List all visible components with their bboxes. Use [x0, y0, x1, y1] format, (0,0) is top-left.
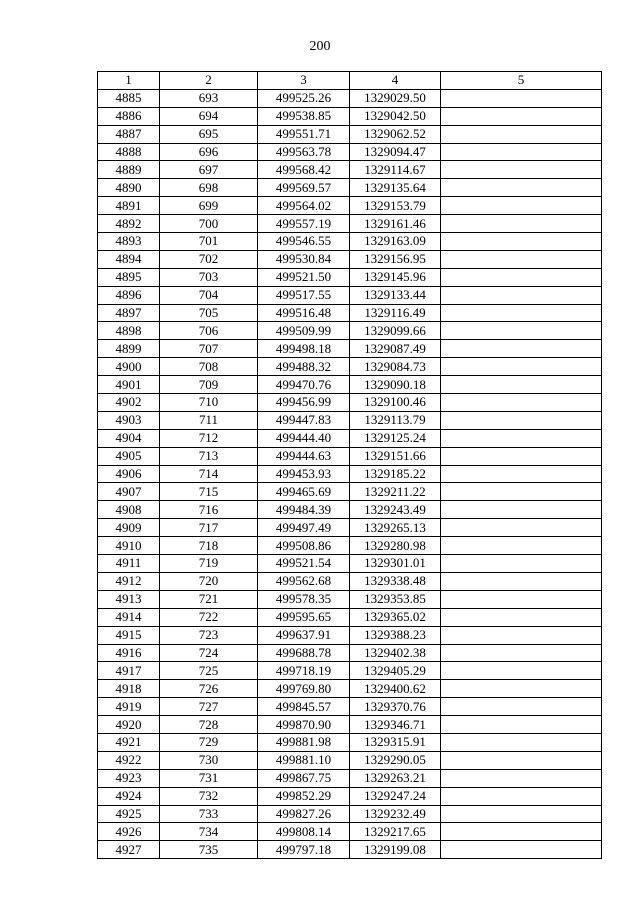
table-row: [98, 644, 602, 662]
table-row: [98, 769, 602, 787]
table-header: [98, 72, 602, 90]
y-coordinate-cell: 1329090.18: [350, 376, 441, 394]
point-number-cell: 4889: [98, 161, 160, 179]
table-row: [98, 680, 602, 698]
table-row: [98, 304, 602, 322]
y-coordinate-cell: 1329211.22: [350, 483, 441, 501]
x-coordinate-cell: 499637.91: [258, 626, 350, 644]
note-cell: [441, 233, 602, 251]
x-coordinate-cell: 499525.26: [258, 89, 350, 107]
note-cell: [441, 322, 602, 340]
index-cell: 735: [160, 841, 258, 859]
y-coordinate-cell: 1329199.08: [350, 841, 441, 859]
index-cell: 727: [160, 698, 258, 716]
point-number-cell: 4897: [98, 304, 160, 322]
note-cell: [441, 340, 602, 358]
index-cell: 720: [160, 572, 258, 590]
y-coordinate-cell: 1329301.01: [350, 555, 441, 573]
x-coordinate-cell: 499465.69: [258, 483, 350, 501]
point-number-cell: 4899: [98, 340, 160, 358]
index-cell: 718: [160, 537, 258, 555]
y-coordinate-cell: 1329405.29: [350, 662, 441, 680]
point-number-cell: 4913: [98, 590, 160, 608]
index-cell: 730: [160, 751, 258, 769]
note-cell: [441, 716, 602, 734]
table-row: [98, 233, 602, 251]
note-cell: [441, 215, 602, 233]
x-coordinate-cell: 499517.55: [258, 286, 350, 304]
table-row: [98, 429, 602, 447]
point-number-cell: 4907: [98, 483, 160, 501]
y-coordinate-cell: 1329232.49: [350, 805, 441, 823]
table-row: [98, 250, 602, 268]
x-coordinate-cell: 499497.49: [258, 519, 350, 537]
index-cell: 693: [160, 89, 258, 107]
y-coordinate-cell: 1329099.66: [350, 322, 441, 340]
point-number-cell: 4918: [98, 680, 160, 698]
index-cell: 695: [160, 125, 258, 143]
note-cell: [441, 376, 602, 394]
table-row: [98, 322, 602, 340]
column-header-3: 3: [258, 72, 350, 90]
index-cell: 703: [160, 268, 258, 286]
index-cell: 715: [160, 483, 258, 501]
x-coordinate-cell: 499563.78: [258, 143, 350, 161]
note-cell: [441, 465, 602, 483]
index-cell: 704: [160, 286, 258, 304]
note-cell: [441, 823, 602, 841]
note-cell: [441, 358, 602, 376]
y-coordinate-cell: 1329163.09: [350, 233, 441, 251]
table-row: [98, 716, 602, 734]
note-cell: [441, 447, 602, 465]
y-coordinate-cell: 1329353.85: [350, 590, 441, 608]
x-coordinate-cell: 499564.02: [258, 197, 350, 215]
table-row: [98, 590, 602, 608]
x-coordinate-cell: 499521.50: [258, 268, 350, 286]
table-row: [98, 376, 602, 394]
index-cell: 706: [160, 322, 258, 340]
point-number-cell: 4890: [98, 179, 160, 197]
index-cell: 694: [160, 107, 258, 125]
index-cell: 726: [160, 680, 258, 698]
point-number-cell: 4925: [98, 805, 160, 823]
point-number-cell: 4894: [98, 250, 160, 268]
point-number-cell: 4903: [98, 411, 160, 429]
index-cell: 708: [160, 358, 258, 376]
x-coordinate-cell: 499546.55: [258, 233, 350, 251]
note-cell: [441, 555, 602, 573]
x-coordinate-cell: 499569.57: [258, 179, 350, 197]
y-coordinate-cell: 1329062.52: [350, 125, 441, 143]
index-cell: 719: [160, 555, 258, 573]
point-number-cell: 4893: [98, 233, 160, 251]
table-row: [98, 465, 602, 483]
x-coordinate-cell: 499562.68: [258, 572, 350, 590]
coordinates-table: [97, 71, 602, 859]
y-coordinate-cell: 1329338.48: [350, 572, 441, 590]
note-cell: [441, 394, 602, 412]
y-coordinate-cell: 1329116.49: [350, 304, 441, 322]
column-header-1: 1: [98, 72, 160, 90]
note-cell: [441, 197, 602, 215]
table-row: [98, 197, 602, 215]
note-cell: [441, 250, 602, 268]
x-coordinate-cell: 499456.99: [258, 394, 350, 412]
y-coordinate-cell: 1329087.49: [350, 340, 441, 358]
page-number: 200: [309, 39, 331, 54]
x-coordinate-cell: 499688.78: [258, 644, 350, 662]
x-coordinate-cell: 499516.48: [258, 304, 350, 322]
y-coordinate-cell: 1329084.73: [350, 358, 441, 376]
note-cell: [441, 179, 602, 197]
point-number-cell: 4906: [98, 465, 160, 483]
index-cell: 709: [160, 376, 258, 394]
x-coordinate-cell: 499470.76: [258, 376, 350, 394]
x-coordinate-cell: 499530.84: [258, 250, 350, 268]
index-cell: 698: [160, 179, 258, 197]
point-number-cell: 4926: [98, 823, 160, 841]
table-row: [98, 751, 602, 769]
point-number-cell: 4909: [98, 519, 160, 537]
table-row: [98, 107, 602, 125]
point-number-cell: 4917: [98, 662, 160, 680]
point-number-cell: 4910: [98, 537, 160, 555]
y-coordinate-cell: 1329402.38: [350, 644, 441, 662]
table-row: [98, 447, 602, 465]
y-coordinate-cell: 1329114.67: [350, 161, 441, 179]
table-row: [98, 286, 602, 304]
table-row: [98, 179, 602, 197]
index-cell: 729: [160, 733, 258, 751]
note-cell: [441, 304, 602, 322]
index-cell: 732: [160, 787, 258, 805]
table-row: [98, 519, 602, 537]
x-coordinate-cell: 499867.75: [258, 769, 350, 787]
x-coordinate-cell: 499568.42: [258, 161, 350, 179]
y-coordinate-cell: 1329365.02: [350, 608, 441, 626]
point-number-cell: 4915: [98, 626, 160, 644]
note-cell: [441, 519, 602, 537]
index-cell: 711: [160, 411, 258, 429]
index-cell: 722: [160, 608, 258, 626]
table-row: [98, 698, 602, 716]
table-row: [98, 394, 602, 412]
y-coordinate-cell: 1329161.46: [350, 215, 441, 233]
x-coordinate-cell: 499827.26: [258, 805, 350, 823]
index-cell: 696: [160, 143, 258, 161]
point-number-cell: 4896: [98, 286, 160, 304]
point-number-cell: 4904: [98, 429, 160, 447]
point-number-cell: 4905: [98, 447, 160, 465]
x-coordinate-cell: 499845.57: [258, 698, 350, 716]
point-number-cell: 4908: [98, 501, 160, 519]
index-cell: 731: [160, 769, 258, 787]
table-row: [98, 555, 602, 573]
table-row: [98, 608, 602, 626]
y-coordinate-cell: 1329265.13: [350, 519, 441, 537]
x-coordinate-cell: 499447.83: [258, 411, 350, 429]
note-cell: [441, 751, 602, 769]
point-number-cell: 4892: [98, 215, 160, 233]
note-cell: [441, 161, 602, 179]
index-cell: 701: [160, 233, 258, 251]
column-header-4: 4: [350, 72, 441, 90]
index-cell: 702: [160, 250, 258, 268]
note-cell: [441, 733, 602, 751]
y-coordinate-cell: 1329290.05: [350, 751, 441, 769]
index-cell: 723: [160, 626, 258, 644]
note-cell: [441, 411, 602, 429]
point-number-cell: 4927: [98, 841, 160, 859]
note-cell: [441, 501, 602, 519]
table-row: [98, 572, 602, 590]
x-coordinate-cell: 499808.14: [258, 823, 350, 841]
note-cell: [441, 644, 602, 662]
note-cell: [441, 680, 602, 698]
index-cell: 700: [160, 215, 258, 233]
y-coordinate-cell: 1329280.98: [350, 537, 441, 555]
note-cell: [441, 841, 602, 859]
index-cell: 724: [160, 644, 258, 662]
x-coordinate-cell: 499870.90: [258, 716, 350, 734]
point-number-cell: 4911: [98, 555, 160, 573]
point-number-cell: 4919: [98, 698, 160, 716]
note-cell: [441, 608, 602, 626]
x-coordinate-cell: 499444.40: [258, 429, 350, 447]
y-coordinate-cell: 1329135.64: [350, 179, 441, 197]
note-cell: [441, 787, 602, 805]
index-cell: 713: [160, 447, 258, 465]
y-coordinate-cell: 1329156.95: [350, 250, 441, 268]
table-row: [98, 805, 602, 823]
x-coordinate-cell: 499498.18: [258, 340, 350, 358]
x-coordinate-cell: 499718.19: [258, 662, 350, 680]
index-cell: 714: [160, 465, 258, 483]
point-number-cell: 4924: [98, 787, 160, 805]
header-row: [98, 72, 602, 90]
note-cell: [441, 143, 602, 161]
table-row: [98, 215, 602, 233]
table-row: [98, 340, 602, 358]
index-cell: 733: [160, 805, 258, 823]
point-number-cell: 4898: [98, 322, 160, 340]
x-coordinate-cell: 499444.63: [258, 447, 350, 465]
x-coordinate-cell: 499453.93: [258, 465, 350, 483]
note-cell: [441, 626, 602, 644]
table-row: [98, 537, 602, 555]
index-cell: 712: [160, 429, 258, 447]
x-coordinate-cell: 499484.39: [258, 501, 350, 519]
table-row: [98, 823, 602, 841]
note-cell: [441, 590, 602, 608]
point-number-cell: 4921: [98, 733, 160, 751]
point-number-cell: 4920: [98, 716, 160, 734]
column-header-5: 5: [441, 72, 602, 90]
y-coordinate-cell: 1329217.65: [350, 823, 441, 841]
point-number-cell: 4923: [98, 769, 160, 787]
point-number-cell: 4902: [98, 394, 160, 412]
point-number-cell: 4895: [98, 268, 160, 286]
point-number-cell: 4885: [98, 89, 160, 107]
x-coordinate-cell: 499595.65: [258, 608, 350, 626]
y-coordinate-cell: 1329042.50: [350, 107, 441, 125]
note-cell: [441, 107, 602, 125]
point-number-cell: 4888: [98, 143, 160, 161]
x-coordinate-cell: 499852.29: [258, 787, 350, 805]
table-row: [98, 125, 602, 143]
index-cell: 707: [160, 340, 258, 358]
point-number-cell: 4914: [98, 608, 160, 626]
table-row: [98, 662, 602, 680]
note-cell: [441, 698, 602, 716]
point-number-cell: 4912: [98, 572, 160, 590]
index-cell: 697: [160, 161, 258, 179]
point-number-cell: 4922: [98, 751, 160, 769]
index-cell: 716: [160, 501, 258, 519]
note-cell: [441, 805, 602, 823]
y-coordinate-cell: 1329388.23: [350, 626, 441, 644]
y-coordinate-cell: 1329151.66: [350, 447, 441, 465]
y-coordinate-cell: 1329029.50: [350, 89, 441, 107]
y-coordinate-cell: 1329113.79: [350, 411, 441, 429]
index-cell: 725: [160, 662, 258, 680]
x-coordinate-cell: 499521.54: [258, 555, 350, 573]
table-row: [98, 161, 602, 179]
x-coordinate-cell: 499578.35: [258, 590, 350, 608]
point-number-cell: 4916: [98, 644, 160, 662]
y-coordinate-cell: 1329346.71: [350, 716, 441, 734]
table-row: [98, 733, 602, 751]
y-coordinate-cell: 1329100.46: [350, 394, 441, 412]
note-cell: [441, 125, 602, 143]
table-row: [98, 268, 602, 286]
table-row: [98, 89, 602, 107]
x-coordinate-cell: 499488.32: [258, 358, 350, 376]
index-cell: 710: [160, 394, 258, 412]
note-cell: [441, 268, 602, 286]
y-coordinate-cell: 1329185.22: [350, 465, 441, 483]
y-coordinate-cell: 1329400.62: [350, 680, 441, 698]
note-cell: [441, 572, 602, 590]
note-cell: [441, 769, 602, 787]
note-cell: [441, 483, 602, 501]
y-coordinate-cell: 1329153.79: [350, 197, 441, 215]
point-number-cell: 4901: [98, 376, 160, 394]
x-coordinate-cell: 499551.71: [258, 125, 350, 143]
index-cell: 721: [160, 590, 258, 608]
table-row: [98, 626, 602, 644]
index-cell: 699: [160, 197, 258, 215]
point-number-cell: 4891: [98, 197, 160, 215]
note-cell: [441, 286, 602, 304]
x-coordinate-cell: 499881.10: [258, 751, 350, 769]
table-row: [98, 841, 602, 859]
x-coordinate-cell: 499557.19: [258, 215, 350, 233]
x-coordinate-cell: 499797.18: [258, 841, 350, 859]
point-number-cell: 4886: [98, 107, 160, 125]
index-cell: 728: [160, 716, 258, 734]
y-coordinate-cell: 1329370.76: [350, 698, 441, 716]
y-coordinate-cell: 1329243.49: [350, 501, 441, 519]
y-coordinate-cell: 1329133.44: [350, 286, 441, 304]
table-row: [98, 358, 602, 376]
table-row: [98, 143, 602, 161]
y-coordinate-cell: 1329125.24: [350, 429, 441, 447]
point-number-cell: 4900: [98, 358, 160, 376]
table-row: [98, 501, 602, 519]
table-row: [98, 483, 602, 501]
x-coordinate-cell: 499509.99: [258, 322, 350, 340]
table-row: [98, 411, 602, 429]
column-header-2: 2: [160, 72, 258, 90]
note-cell: [441, 89, 602, 107]
note-cell: [441, 662, 602, 680]
index-cell: 734: [160, 823, 258, 841]
table-row: [98, 787, 602, 805]
x-coordinate-cell: 499538.85: [258, 107, 350, 125]
x-coordinate-cell: 499508.86: [258, 537, 350, 555]
y-coordinate-cell: 1329247.24: [350, 787, 441, 805]
table-body: [98, 89, 602, 858]
note-cell: [441, 537, 602, 555]
index-cell: 717: [160, 519, 258, 537]
y-coordinate-cell: 1329263.21: [350, 769, 441, 787]
y-coordinate-cell: 1329094.47: [350, 143, 441, 161]
note-cell: [441, 429, 602, 447]
x-coordinate-cell: 499769.80: [258, 680, 350, 698]
x-coordinate-cell: 499881.98: [258, 733, 350, 751]
point-number-cell: 4887: [98, 125, 160, 143]
y-coordinate-cell: 1329145.96: [350, 268, 441, 286]
index-cell: 705: [160, 304, 258, 322]
y-coordinate-cell: 1329315.91: [350, 733, 441, 751]
